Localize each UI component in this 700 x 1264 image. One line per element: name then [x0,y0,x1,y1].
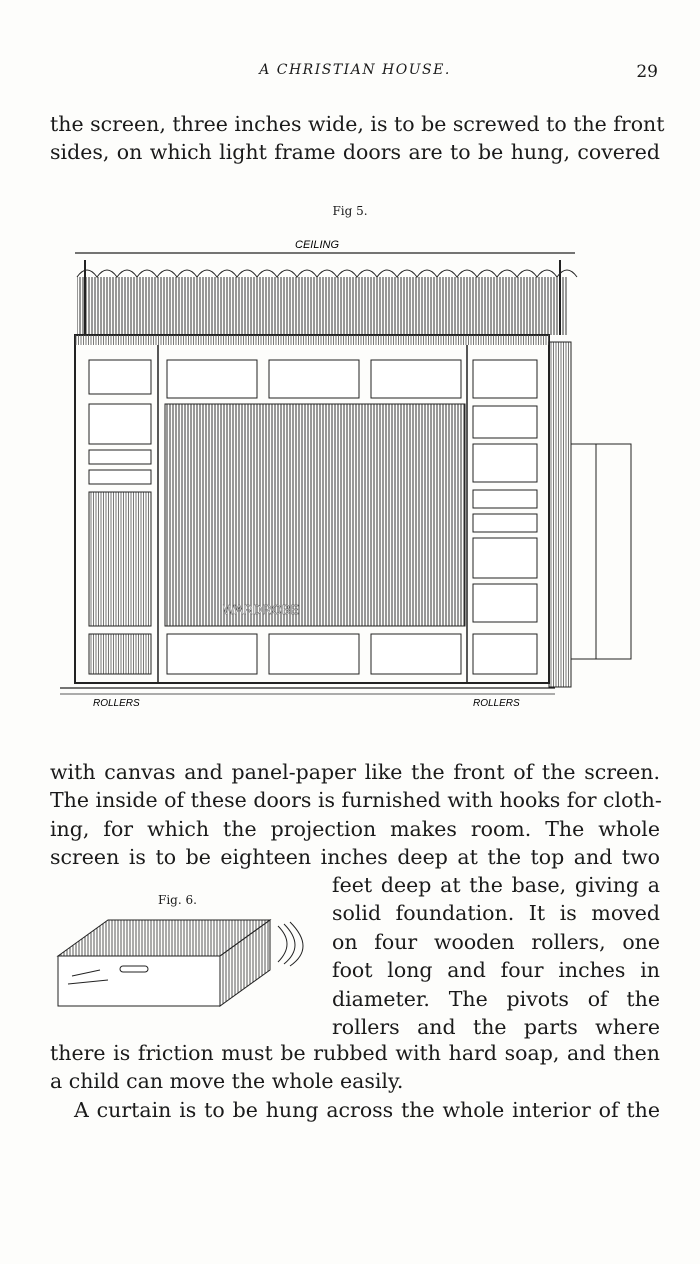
ceiling-label: CEILING [295,239,340,251]
text-line: solid foundation. It is moved [332,901,660,926]
text-line: The inside of these doors is furnished with hooks for cloth- [50,788,662,813]
page-header [50,62,660,84]
figure-5-wardrobe-illustration [55,232,645,712]
paragraph-3 [50,1039,660,1124]
text-line: foot long and four inches in [332,958,660,983]
text-line: the screen, three inches wide, is to be screwed to the front [50,112,665,136]
figure-6-caption: Fig. 6. [158,893,197,907]
figure-5-caption: Fig 5. [332,204,368,218]
paragraph-narrow [332,871,660,1041]
paragraph-2 [50,758,660,872]
text-line: on four wooden rollers, one [332,929,660,954]
text-line: a child can move the whole easily. [50,1069,404,1094]
paragraph-1 [50,110,665,167]
rollers-label-right: ROLLERS [473,698,520,709]
text-line: diameter. The pivots of the [332,986,660,1011]
text-line: screen is to be eighteen inches deep at the top and two [50,845,660,870]
text-line: there is friction must be rubbed with hard soap, and then [50,1041,660,1065]
rollers-label-left: ROLLERS [93,698,140,709]
text-line: A curtain is to be hung across the whole interior of the [74,1097,660,1122]
text-line: rollers and the parts where [332,1015,660,1040]
text-line: ing, for which the projection makes room. The whole [50,816,660,841]
text-line: sides, on which light frame doors are to be hung, covered [50,140,660,165]
text-line: feet deep at the base, giving a [332,873,660,897]
running-title: A CHRISTIAN HOUSE. [259,62,451,78]
text-line: with canvas and panel-paper like the front of the screen. [50,760,660,784]
page-number: 29 [636,62,658,82]
wardrobe-label: WARDROBE [223,602,300,617]
figure-6-drawer-illustration [48,908,308,1008]
